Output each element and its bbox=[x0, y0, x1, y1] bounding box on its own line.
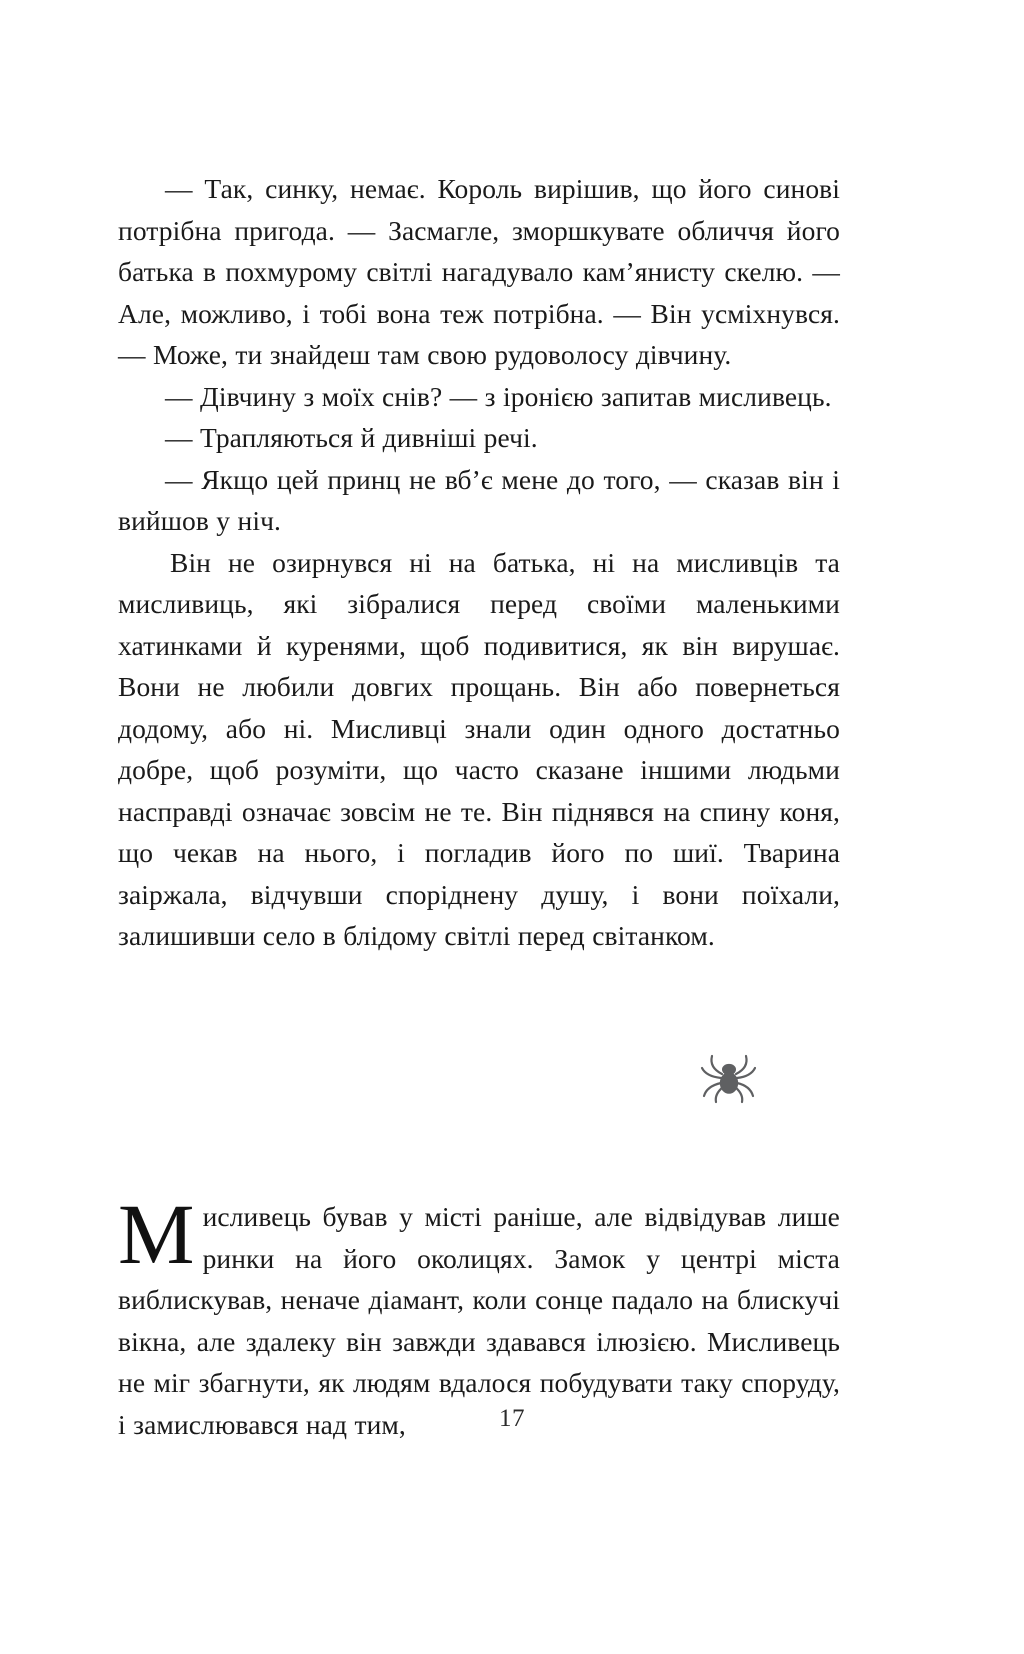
page-text-block bbox=[118, 168, 840, 957]
paragraph-narrative-1: Він не озирнувся ні на батька, ні на мисливців та мисливиць, які зібралися перед своїми маленькими хатинками й куренями, щоб подивитися, як він вирушає. Вони не любили довгих прощань. Він або повернеться додому, або ні. Мисливці знали один одного достатньо добре, щоб розуміти, що часто сказане іншими людьми насправді означає зовсім не те. Він піднявся на спину коня, що чекав на нього, і погладив його по шиї. Тварина заіржала, відчувши споріднену душу, і вони поїхали, залишивши село в блідому світлі перед світанком. bbox=[118, 546, 840, 951]
section-divider bbox=[0, 1052, 1024, 1109]
paragraph-dialogue-1: — Так, синку, немає. Король вирішив, що його синові потрібна пригода. — Засмагле, зморшкувате обличчя його батька в похмурому світлі нагадувало кам’янисту скелю. — Але, можливо, і тобі вона теж потрібна. — Він усміхнувся. — Може, ти знайдеш там свою рудоволосу дівчину. bbox=[118, 173, 840, 370]
paragraph-dialogue-2: — Дівчину з моїх снів? — з іронією запитав мисливець. bbox=[165, 380, 832, 412]
drop-cap-letter: М bbox=[118, 1186, 195, 1282]
spider-icon bbox=[700, 1052, 756, 1104]
paragraph-dialogue-3: — Трапляються й дивніші речі. bbox=[165, 422, 538, 453]
paragraph-dropcap-text: исливець бував у місті раніше, але відвідував лише ринки на його околицях. Замок у центрі міста виблискував, неначе діамант, коли сонце падало на блискучі вікна, але здалеку він завжди здавався ілюзією. Мисливець не міг збагнути, як людям вдалося побудувати таку споруду, і замислювався над тим, bbox=[118, 1201, 840, 1440]
paragraph-dialogue-4: — Якщо цей принц не вб’є мене до того, — сказав він і вийшов у ніч. bbox=[118, 463, 840, 536]
page-number: 17 bbox=[499, 1405, 525, 1432]
